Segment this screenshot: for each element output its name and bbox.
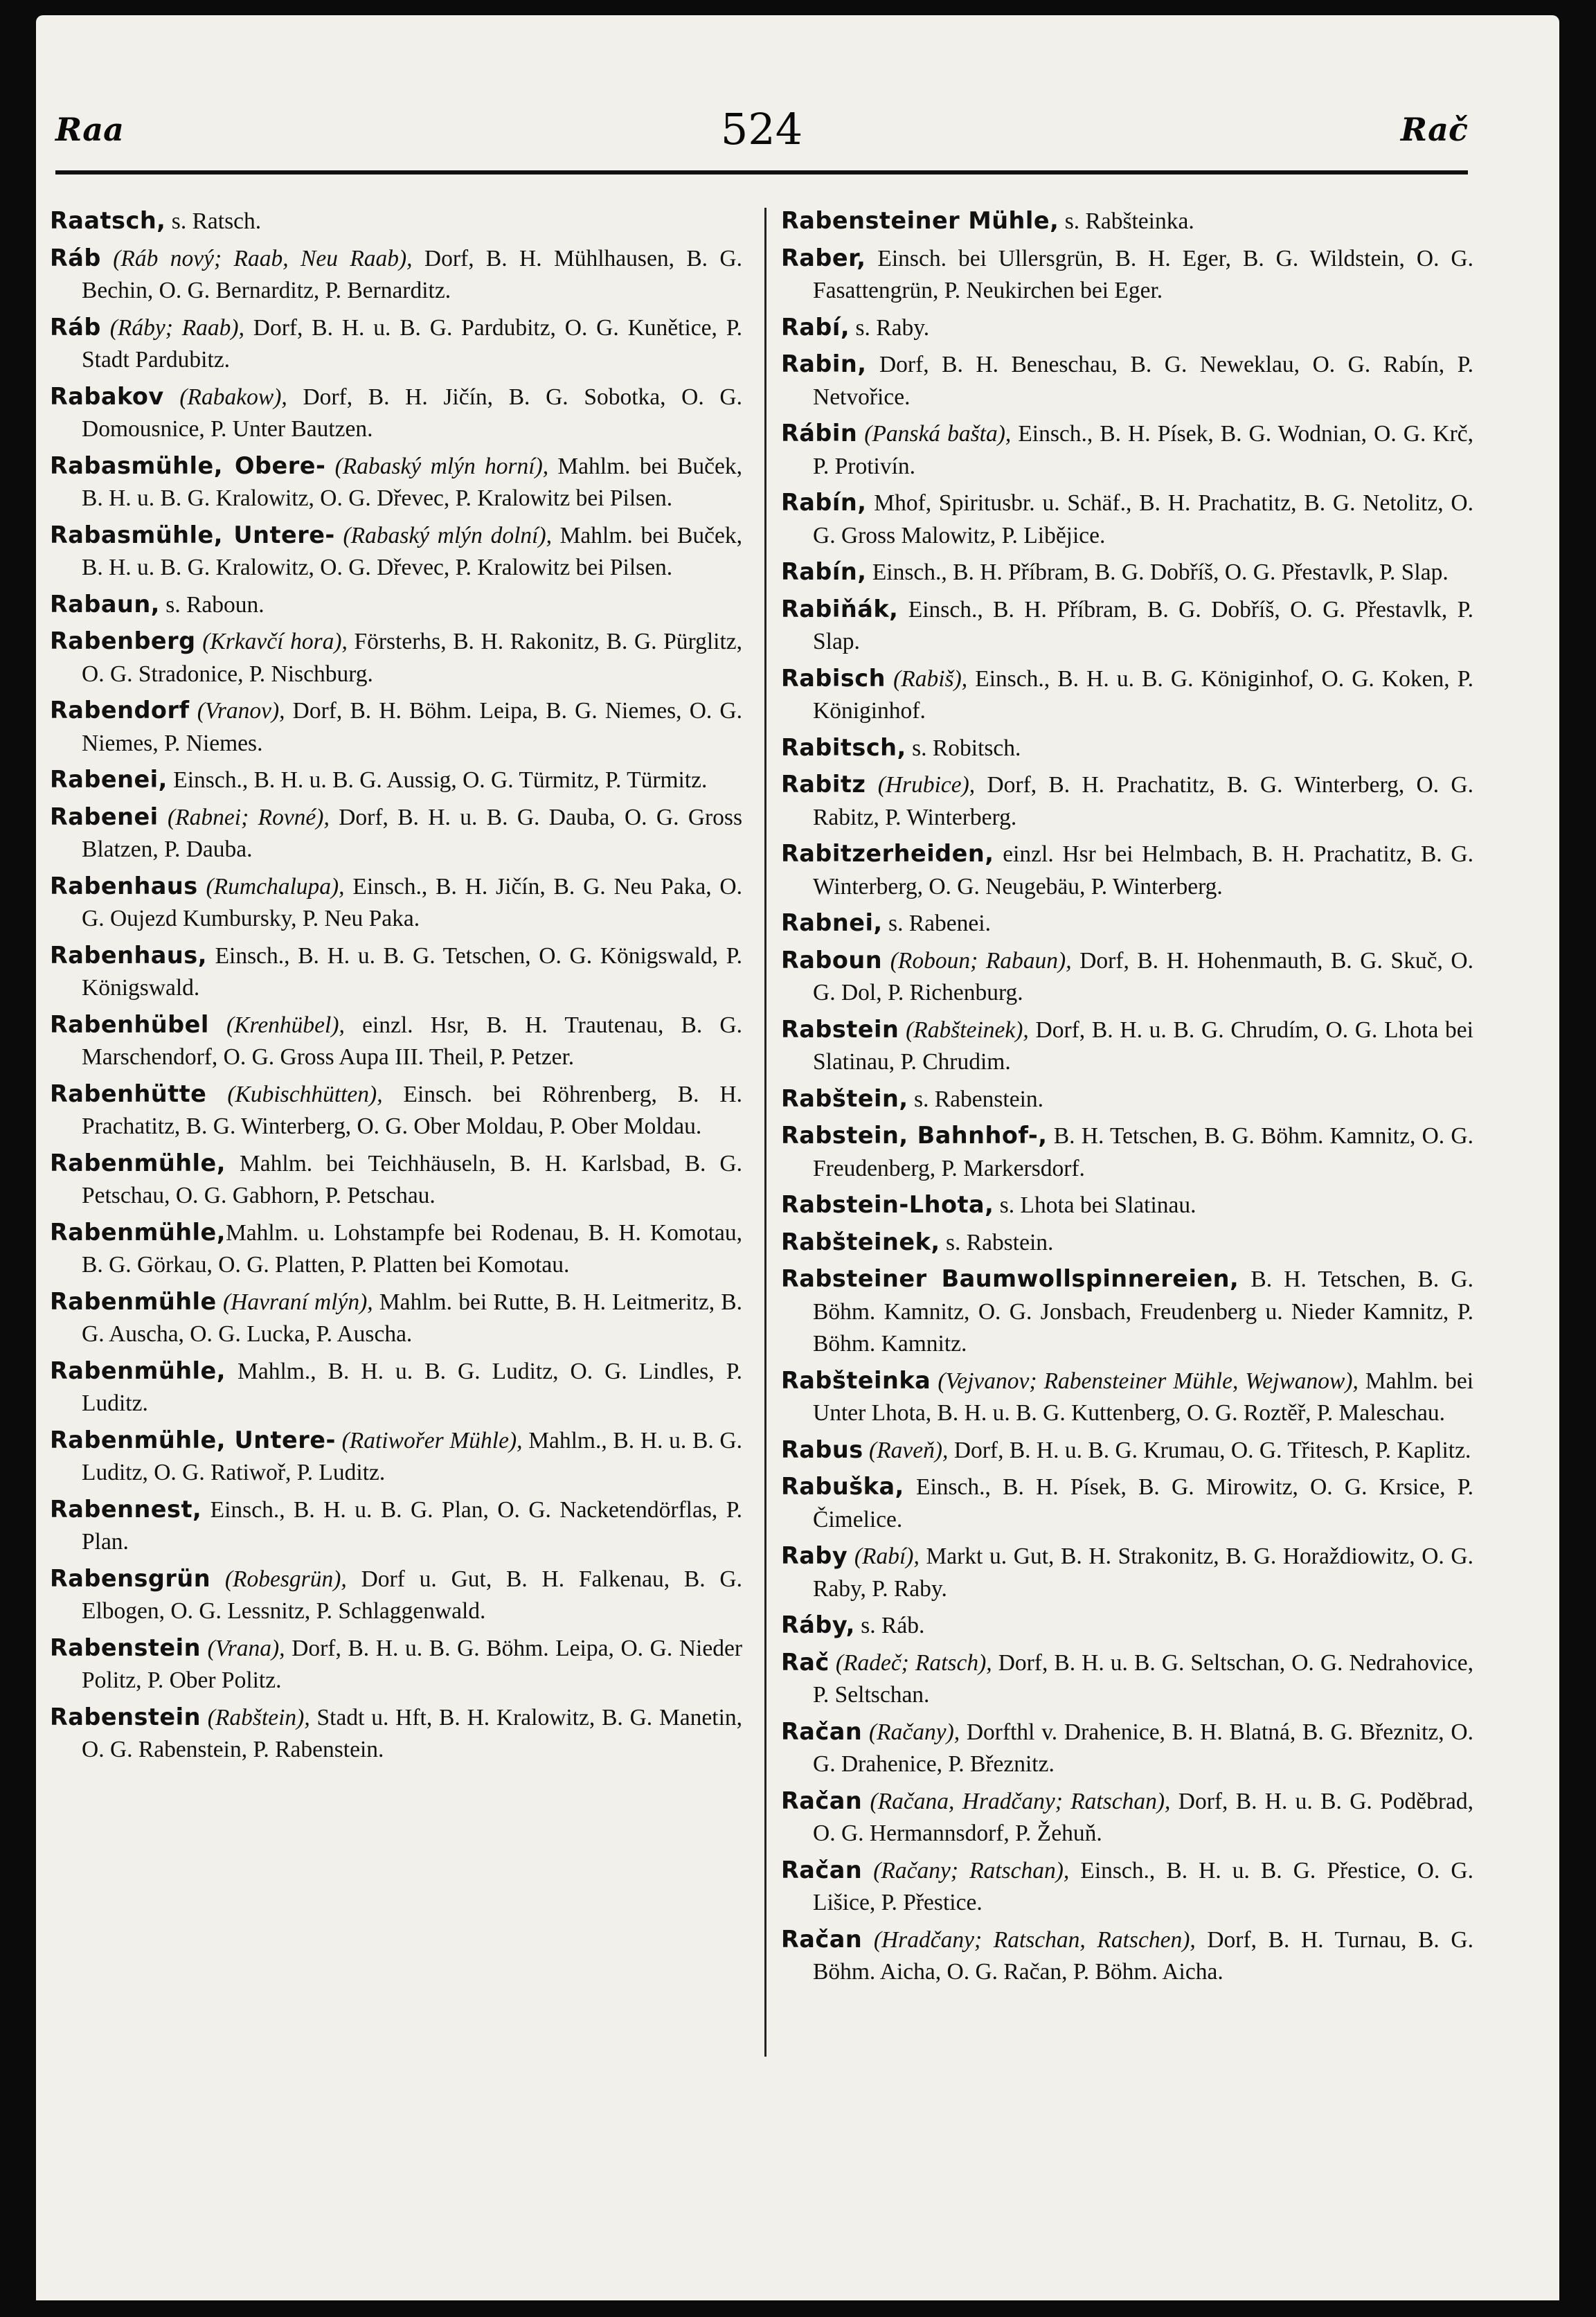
entry-headword: Rabenstein [50,1634,201,1661]
entry-alt-names: (Ráb nový; Raab, Neu Raab), [100,245,413,271]
gazetteer-entry [781,1083,1473,1116]
gazetteer-entry [781,945,1473,1010]
gazetteer-entry [781,1120,1473,1185]
entry-headword: Rabstein, Bahnhof-, [781,1122,1048,1149]
entry-alt-names: (Roboun; Rabaun), [882,947,1072,974]
entry-alt-names: (Rabštein), [200,1704,310,1730]
entry-alt-names: (Rabaský mlýn dolní), [334,522,552,548]
entry-headword: Rabitsch, [781,733,906,761]
gazetteer-entry [781,1434,1473,1467]
gazetteer-entry [50,450,742,515]
entry-alt-names: (Krenhübel), [208,1012,345,1038]
entry-headword: Rabenmühle, [50,1218,226,1246]
entry-description: Einsch. bei Röhrenberg, B. H. Prachatitz, B. G. Winterberg, O. G. Ober Moldau, P. Ober Moldau. [82,1081,742,1139]
entry-description: Einsch., B. H. Písek, B. G. Mirowitz, O. G. Krsice, P. Čimelice. [813,1474,1473,1532]
entry-description: Einsch., B. H. u. B. G. Přestice, O. G. Lišice, P. Přestice. [813,1857,1473,1915]
gazetteer-entry [50,589,742,622]
gazetteer-entry [50,940,742,1005]
gazetteer-entry [781,1785,1473,1850]
entry-description: Dorf, B. H. Prachatitz, B. G. Winterberg, O. G. Rabitz, P. Winterberg. [813,772,1473,830]
gazetteer-entry [50,381,742,446]
gazetteer-entry [50,1078,742,1143]
entry-description: s. Ratsch. [165,208,262,234]
entry-headword: Rabí, [781,313,850,341]
entry-description: Dorf u. Gut, B. H. Falkenau, B. G. Elbogen, O. G. Lessnitz, P. Schlaggenwald. [82,1566,742,1624]
entry-description: Einsch., B. H. Písek, B. G. Wodnian, O. G. Krč, P. Protivín. [813,421,1473,479]
entry-headword: Raber, [781,244,866,271]
gazetteer-entry [50,519,742,584]
entry-headword: Raatsch, [50,207,166,234]
entry-headword: Rabenei, [50,766,168,793]
gazetteer-entry [781,1540,1473,1605]
entry-headword: Rabin, [781,350,867,377]
entry-description: s. Raboun. [159,591,264,618]
entry-alt-names: (Račana, Hradčany; Ratschan), [862,1788,1171,1814]
entry-description: s. Raby. [850,314,930,341]
entry-headword: Račan [781,1717,863,1745]
gazetteer-entry [781,1854,1473,1920]
entry-alt-names: (Rabiš), [886,665,968,692]
entry-headword: Rabenhübel [50,1010,209,1038]
entry-description: Einsch., B. H. Příbram, B. G. Dobříš, O. G. Přestavlk, P. Slap. [866,560,1449,585]
entry-headword: Rabisch [781,664,886,692]
entry-description: Mahlm., B. H. u. B. G. Luditz, O. G. Lindles, P. Luditz. [82,1358,742,1416]
entry-alt-names: (Račany), [862,1719,960,1745]
entry-description: Markt u. Gut, B. H. Strakonitz, B. G. Horaždiowitz, O. G. Raby, P. Raby. [813,1544,1473,1602]
gazetteer-entry [781,1716,1473,1781]
gazetteer-entry [781,487,1473,552]
gazetteer-entry [50,1563,742,1628]
entry-headword: Rabiňák, [781,595,899,623]
entry-headword: Rabstein-Lhota, [781,1191,994,1218]
gazetteer-entry [781,1263,1473,1361]
gazetteer-entry [781,732,1473,765]
entry-alt-names: (Hradčany; Ratschan, Ratschen), [862,1926,1196,1953]
entry-description: Dorf, B. H. u. B. G. Böhm. Leipa, O. G. Nieder Politz, P. Ober Politz. [82,1635,742,1693]
entry-alt-names: (Robesgrün), [210,1566,347,1592]
entry-headword: Rabenmühle, [50,1149,226,1177]
entry-headword: Rabenhütte [50,1080,207,1107]
gazetteer-entry [50,1701,742,1766]
entry-headword: Rábin [781,420,858,447]
gazetteer-entry [781,1226,1473,1260]
entry-headword: Rabnei, [781,909,883,936]
entry-description: s. Rabenstein. [908,1086,1044,1112]
gazetteer-entry [50,205,742,238]
entry-headword: Rabšteinek, [781,1228,940,1255]
entry-alt-names: (Krkavčí hora), [195,629,348,654]
entry-alt-names: (Rumchalupa), [197,873,345,900]
entry-description: Einsch., B. H. u. B. G. Tetschen, O. G. Königswald, P. Königswald. [82,942,742,1001]
entry-headword: Rabenmühle [50,1287,217,1315]
entry-alt-names: (Panská bašta), [857,421,1012,447]
entry-description: Einsch., B. H. Jičín, B. G. Neu Paka, O. G. Oujezd Kumbursky, P. Neu Paka. [82,873,742,931]
entry-description: s. Lhota bei Slatinau. [994,1192,1196,1218]
gazetteer-entry [781,1609,1473,1643]
entry-description: s. Robitsch. [906,735,1021,761]
entry-description: Dorf, B. H. Jičín, B. G. Sobotka, O. G. Domousnice, P. Unter Bautzen. [82,384,742,442]
gazetteer-entry [781,663,1473,728]
entry-alt-names: (Rabakow), [163,384,287,410]
entry-alt-names: (Hrubice), [866,772,976,798]
entry-description: Einsch., B. H. u. B. G. Plan, O. G. Nacketendörflas, P. Plan. [82,1496,742,1555]
entry-description: s. Ráb. [854,1613,925,1638]
gazetteer-entry [50,242,742,307]
entry-headword: Rabuška, [781,1473,904,1500]
entry-description: Einsch., B. H. Příbram, B. G. Dobříš, O. G. Přestavlk, P. Slap. [813,596,1473,654]
entry-description: Mahlm. u. Lohstampfe bei Rodenau, B. H. Komotau, B. G. Görkau, O. G. Platten, P. Platten bei Komotau. [82,1219,742,1278]
gazetteer-entry [50,870,742,936]
gazetteer-entry [50,695,742,760]
gazetteer-entry [50,312,742,377]
entry-description: Mahlm., B. H. u. B. G. Luditz, O. G. Ratiwoř, P. Luditz. [82,1427,742,1485]
entry-description: Einsch., B. H. u. B. G. Königinhof, O. G. Koken, P. Königinhof. [813,665,1474,724]
entry-description: Dorf, B. H. u. B. G. Krumau, O. G. Třitesch, P. Kaplitz. [948,1437,1471,1463]
entry-headword: Rabendorf [50,697,190,724]
running-head-right: Rač [1400,111,1468,148]
entry-headword: Rač [781,1648,830,1676]
entry-headword: Rabenberg [50,627,196,654]
gazetteer-entry [781,418,1473,483]
entry-alt-names: (Vranov), [189,698,285,724]
gazetteer-entry [781,1365,1473,1430]
entry-description: Försterhs, B. H. Rakonitz, B. G. Pürglitz, O. G. Stradonice, P. Nischburg. [82,629,742,687]
entry-description: Mahlm. bei Teichhäuseln, B. H. Karlsbad, B. G. Petschau, O. G. Gabhorn, P. Petschau. [82,1150,742,1208]
entry-headword: Ráby, [781,1611,855,1638]
entry-alt-names: (Ratiwořer Mühle), [335,1427,523,1453]
right-column [781,205,1473,1993]
entry-description: Dorfthl v. Drahenice, B. H. Blatná, B. G. Březnitz, O. G. Drahenice, P. Březnitz. [813,1719,1473,1777]
entry-headword: Ráb [50,244,101,271]
entry-headword: Rabensgrün [50,1564,211,1592]
gazetteer-entry [781,348,1473,413]
entry-description: Mahlm. bei Unter Lhota, B. H. u. B. G. Kuttenberg, O. G. Roztěř, P. Maleschau. [813,1368,1474,1426]
left-column [50,205,742,1771]
entry-alt-names: (Rabí), [848,1544,920,1569]
entry-headword: Rabšteinka [781,1366,931,1394]
column-divider [764,208,766,2057]
header-rule [55,170,1468,175]
entry-headword: Rabensteiner Mühle, [781,207,1059,234]
gazetteer-entry [781,838,1473,903]
entry-headword: Rabenmühle, Untere- [50,1426,336,1453]
gazetteer-entry [50,764,742,797]
entry-headword: Raby [781,1542,848,1569]
entry-description: einzl. Hsr, B. H. Trautenau, B. G. Marschendorf, O. G. Gross Aupa III. Theil, P. Petzer. [82,1012,742,1070]
entry-alt-names: (Rabaský mlýn horní), [325,453,549,479]
entry-alt-names: (Račany; Ratschan), [862,1857,1070,1884]
entry-headword: Račan [781,1787,863,1814]
entry-description: Stadt u. Hft, B. H. Kralowitz, B. G. Manetin, O. G. Rabenstein, P. Rabenstein. [82,1704,743,1762]
gazetteer-entry [50,1286,742,1351]
entry-description: Mahlm. bei Buček, B. H. u. B. G. Kralowitz, O. G. Dřevec, P. Kralowitz bei Pilsen. [82,453,742,511]
entry-headword: Rabaun, [50,590,160,618]
gazetteer-entry [781,1471,1473,1536]
entry-description: Dorf, B. H. Mühlhausen, B. G. Bechin, O. G. Bernarditz, P. Bernarditz. [82,245,742,303]
entry-headword: Rabasmühle, Untere- [50,521,335,548]
entry-description: s. Rabenei. [882,911,991,936]
entry-headword: Rabín, [781,558,867,585]
entry-headword: Rabenstein [50,1703,201,1730]
gazetteer-entry [50,1632,742,1697]
gazetteer-entry [781,769,1473,834]
gazetteer-entry [50,1355,742,1420]
entry-description: Dorf, B. H. u. B. G. Poděbrad, O. G. Hermannsdorf, P. Žehuň. [813,1788,1473,1846]
gazetteer-entry [781,1647,1473,1712]
entry-headword: Rabenhaus, [50,941,207,969]
gazetteer-entry [781,907,1473,940]
entry-description: Dorf, B. H. u. B. G. Pardubitz, O. G. Kunětice, P. Stadt Pardubitz. [82,314,743,373]
entry-alt-names: (Rabnei; Rovné), [158,804,330,830]
entry-headword: Rabín, [781,489,867,516]
gazetteer-entry [781,1924,1473,1989]
entry-alt-names: (Vrana), [200,1635,285,1661]
entry-headword: Rabitz [781,771,866,798]
entry-headword: Račan [781,1925,863,1953]
entry-description: B. H. Tetschen, B. G. Böhm. Kamnitz, O. G. Jonsbach, Freudenberg u. Nieder Kamnitz, P. Böhm. Kamnitz. [813,1267,1473,1357]
gazetteer-entry [50,1424,742,1489]
entry-alt-names: (Rabšteinek), [899,1017,1029,1043]
running-head-left: Raa [55,111,124,148]
entry-description: s. Rabšteinka. [1059,208,1194,234]
entry-description: Dorf, B. H. u. B. G. Seltschan, O. G. Nedrahovice, P. Seltschan. [813,1649,1473,1708]
gazetteer-entry [50,1147,742,1213]
entry-headword: Ráb [50,313,101,341]
entry-headword: Rabenhaus [50,872,198,900]
entry-description: Dorf, B. H. u. B. G. Chrudím, O. G. Lhota bei Slatinau, P. Chrudim. [813,1017,1473,1075]
entry-headword: Rabenmühle, [50,1357,226,1384]
gazetteer-entry [50,801,742,866]
entry-headword: Rabakov [50,382,164,410]
gazetteer-entry [781,242,1473,307]
entry-alt-names: (Ráby; Raab), [100,314,244,341]
entry-headword: Rabštein, [781,1084,908,1112]
entry-alt-names: (Kubischhütten), [206,1081,383,1107]
entry-headword: Rabsteiner Baumwollspinnereien, [781,1265,1239,1292]
entry-alt-names: (Radeč; Ratsch), [829,1649,992,1676]
entry-description: s. Rabstein. [940,1229,1054,1255]
gazetteer-entry [781,1014,1473,1079]
gazetteer-entry [50,1217,742,1282]
entry-description: Dorf, B. H. u. B. G. Dauba, O. G. Gross Blatzen, P. Dauba. [82,804,742,862]
entry-headword: Rabstein [781,1015,899,1043]
entry-headword: Rabennest, [50,1495,202,1523]
entry-headword: Rabitzerheiden, [781,840,994,867]
entry-description: Einsch., B. H. u. B. G. Aussig, O. G. Türmitz, P. Türmitz. [167,767,708,793]
entry-headword: Rabasmühle, Obere- [50,451,326,479]
entry-description: Dorf, B. H. Turnau, B. G. Böhm. Aicha, O. G. Račan, P. Böhm. Aicha. [813,1926,1473,1985]
entry-description: Mahlm. bei Rutte, B. H. Leitmeritz, B. G. Auscha, O. G. Lucka, P. Auscha. [82,1289,742,1347]
page-header [55,104,1468,159]
entry-description: Dorf, B. H. Hohenmauth, B. G. Skuč, O. G. Dol, P. Richenburg. [813,947,1473,1005]
entry-headword: Raboun [781,946,883,974]
entry-alt-names: (Raveň), [863,1437,949,1463]
gazetteer-entry [50,625,742,690]
entry-description: Dorf, B. H. Böhm. Leipa, B. G. Niemes, O. G. Niemes, P. Niemes. [82,698,742,756]
entry-headword: Rabus [781,1435,863,1463]
gazetteer-entry [781,1189,1473,1222]
gazetteer-entry [781,556,1473,589]
gazetteer-entry [50,1494,742,1559]
entry-headword: Račan [781,1856,863,1884]
entry-headword: Rabenei [50,803,159,830]
entry-description: Einsch. bei Ullersgrün, B. H. Eger, B. G. Wildstein, O. G. Fasattengrün, P. Neukirchen bei Eger. [813,245,1473,303]
entry-description: Mhof, Spiritusbr. u. Schäf., B. H. Prachatitz, B. G. Netolitz, O. G. Gross Malowitz, P. Libějice. [813,490,1473,548]
gazetteer-entry [781,205,1473,238]
entry-description: einzl. Hsr bei Helmbach, B. H. Prachatitz, B. G. Winterberg, O. G. Neugebäu, P. Winterberg. [813,841,1473,900]
gazetteer-entry [781,312,1473,345]
gazetteer-entry [50,1009,742,1074]
entry-alt-names: (Havraní mlýn), [216,1289,373,1315]
gazetteer-entry [781,593,1473,659]
page-number: 524 [720,104,803,154]
entry-description: Mahlm. bei Buček, B. H. u. B. G. Kralowitz, O. G. Dřevec, P. Kralowitz bei Pilsen. [82,522,742,580]
entry-description: B. H. Tetschen, B. G. Böhm. Kamnitz, O. G. Freudenberg, P. Markersdorf. [813,1123,1473,1181]
entry-description: Dorf, B. H. Beneschau, B. G. Neweklau, O. G. Rabín, P. Netvořice. [813,352,1473,410]
entry-alt-names: (Vejvanov; Rabensteiner Mühle, Wejwanow), [931,1368,1359,1394]
